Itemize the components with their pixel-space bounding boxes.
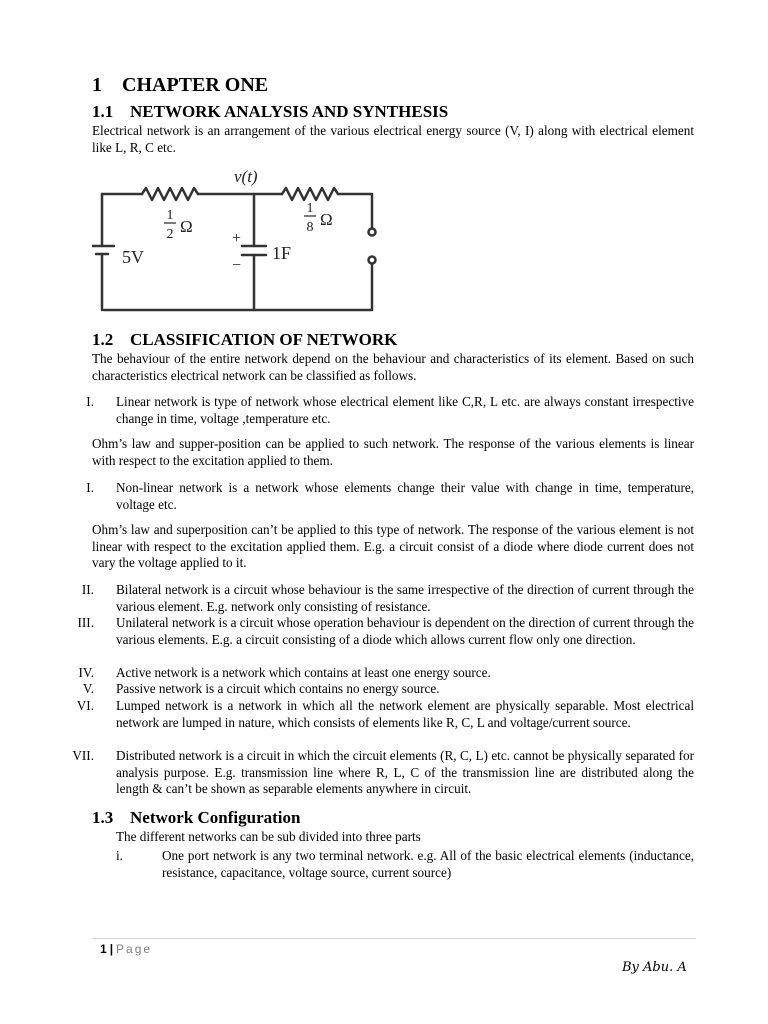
resistor-r1 [142,188,198,200]
item-text: Unilateral network is a circuit whose operation behaviour is dependent on the direction of current through the various elements. E.g. a circuit consisting of a diode which allows current flow only one direction. [116,615,694,647]
item-text: One port network is any two terminal network. e.g. All of the basic electrical elements (inductance, resistance, capacitance, voltage source, current source) [162,848,694,880]
section-1-3-intro: The different networks can be sub divided into three parts [116,829,421,844]
section-title: NETWORK ANALYSIS AND SYNTHESIS [130,102,449,121]
terminal-bottom [369,257,376,264]
linear-network-note: Ohm’s law and supper-position can be applied to such network. The response of the various elements is linear with respect to the excitation applied to them. [92,436,694,468]
item-number: III. [77,615,94,630]
item-text: Lumped network is a network in which all the network element are physically separable. Most electrical network are lumped in nature, which consists of elements like R, C, L and voltage/current source. [116,698,694,730]
cap-minus-sign: − [232,257,242,274]
item-number: I. [86,394,94,409]
circuit-diagram [92,162,392,320]
resistor-r2 [282,188,338,200]
terminal-top [369,229,376,236]
section-title: Network Configuration [130,808,301,827]
item-text: Bilateral network is a circuit whose behaviour is the same irrespective of the direction of current through the various element. E.g. network only consisting of resistance. [116,582,694,614]
nonlinear-network-note: Ohm’s law and superposition can’t be applied to this type of network. The response of the various element is not linear with respect to the excitation applied them. E.g. a circuit consist of a diode where diode current does not vary the voltage applied to it. [92,522,694,570]
section-heading-1-1 [92,102,448,122]
section-1-2-intro: The behaviour of the entire network depend on the behaviour and characteristics of its element. Based on such characteristics electrical network can be classified as follows. [92,351,694,383]
author-signature: By Abu. A [622,960,687,975]
r1-unit: Ω [180,217,193,236]
section-title: CLASSIFICATION OF NETWORK [130,330,398,349]
item-text: Passive network is a circuit which contains no energy source. [116,681,440,696]
r2-denominator: 8 [306,220,314,235]
node-voltage-label: v(t) [234,167,258,186]
item-text: Linear network is type of network whose electrical element like C,R, L etc. are always constant irrespective change in time, voltage ,temperature etc. [116,394,694,426]
item-number: V. [82,681,94,696]
cap-plus-sign: + [232,230,242,247]
item-number: VI. [76,698,94,713]
source-label: 5V [122,247,144,267]
footer-divider [92,938,696,939]
section-heading-1-2 [92,330,397,350]
wire-top-right [338,194,372,228]
item-number: I. [86,480,94,495]
capacitor-label: 1F [272,243,292,263]
chapter-number: 1 [92,74,102,96]
chapter-title: CHAPTER ONE [122,74,269,96]
item-number: VII. [72,748,94,763]
page-separator: | [109,942,114,956]
item-number: II. [81,582,94,597]
item-number: i. [116,848,123,863]
item-text: Non-linear network is a network whose elements change their value with change in time, temperature, voltage etc. [116,480,694,512]
section-heading-1-3 [92,808,300,828]
item-text: Active network is a network which contains at least one energy source. [116,665,491,680]
r2-numerator: 1 [306,201,314,216]
page-footer [100,942,152,956]
r2-unit: Ω [320,210,333,229]
item-number: IV. [78,665,94,680]
chapter-heading [92,74,268,97]
r1-denominator: 2 [166,227,174,242]
section-number: 1.2 [92,330,114,349]
section-number: 1.1 [92,102,114,121]
page-word: Page [116,942,153,956]
item-text: Distributed network is a circuit in which the circuit elements (R, C, L) etc. cannot be physically separated for analysis purpose. E.g. transmission line where R, L, C of the transmission line are distributed along the length & can’t be shown as separable elements anywhere in circuit. [116,748,694,796]
section-1-1-body: Electrical network is an arrangement of the various electrical energy source (V, I) along with electrical element like L, R, C etc. [92,123,694,155]
page-number: 1 [100,942,107,956]
r1-numerator: 1 [166,208,174,223]
section-number: 1.3 [92,808,114,827]
